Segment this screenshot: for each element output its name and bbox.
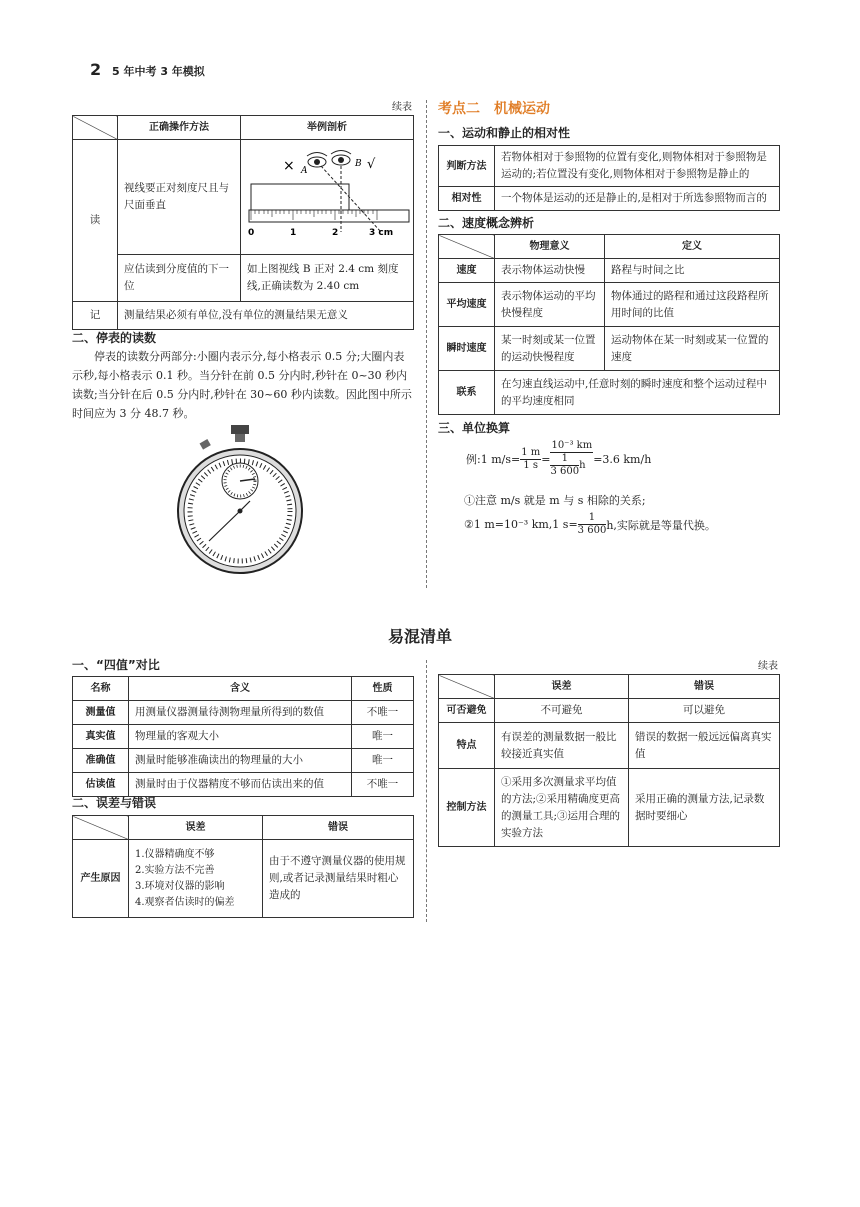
unit-note-1: ①注意 m/s 就是 m 与 s 相除的关系;	[464, 494, 646, 507]
ruler-figure	[241, 140, 413, 248]
speed-key-1: 速度	[439, 259, 495, 283]
example-prefix: 例:1 m/s=	[466, 453, 521, 466]
relativity-val-2: 一个物体是运动的还是静止的,是相对于所选参照物而言的	[495, 187, 780, 211]
err-causes: 1.仪器精确度不够 2.实验方法不完善 3.环境对仪器的影响 4.观察者估读时的偏差	[129, 840, 263, 918]
relativity-key-1: 判断方法	[439, 146, 495, 187]
cont-key-3: 控制方法	[439, 769, 495, 847]
column-divider-top	[426, 100, 427, 588]
relativity-heading: 一、运动和静止的相对性	[438, 126, 571, 140]
fv-meaning-4: 测量时由于仪器精度不够而估读出来的值	[129, 773, 352, 797]
diag-cell	[73, 816, 129, 840]
tick-1: 1	[290, 228, 297, 238]
fraction-2: 10⁻³ km $\frac{1}{3 600}$ h	[550, 440, 593, 477]
fraction-1: $\frac{1 m}{1 s}$	[521, 446, 541, 471]
speed-col-meaning: 物理意义	[495, 235, 605, 259]
read-method-1: 视线要正对刻度尺且与尺面垂直	[118, 140, 241, 255]
cont-err-2: 有误差的测量数据一般比较接近真实值	[495, 723, 629, 769]
label-a: A	[301, 166, 308, 176]
row-read: 读	[73, 140, 118, 302]
fv-meaning-3: 测量时能够准确读出的物理量的大小	[129, 749, 352, 773]
speed-heading: 二、速度概念辨析	[438, 216, 535, 230]
error-table	[72, 815, 414, 918]
fv-name-1: 测量值	[73, 701, 129, 725]
fv-meaning-2: 物理量的客观大小	[129, 725, 352, 749]
diag-cell	[73, 116, 118, 140]
tick-3: 3 cm	[369, 228, 394, 238]
speed-def-2: 物体通过的路程和通过这段路程所用时间的比值	[605, 283, 780, 327]
read-example-2: 如上图视线 B 正对 2.4 cm 刻度线,正确读数为 2.40 cm	[241, 255, 414, 302]
four-values-table	[72, 676, 414, 797]
fv-col-nature: 性质	[352, 677, 414, 701]
fv-meaning-1: 用测量仪器测量待测物理量所得到的数值	[129, 701, 352, 725]
continued-label: 续表	[392, 102, 412, 113]
eye-a-icon	[307, 153, 327, 168]
column-divider-bottom	[426, 660, 427, 922]
reading-table	[72, 115, 414, 330]
cont-key-1: 可否避免	[439, 699, 495, 723]
relativity-table	[438, 145, 780, 211]
speed-meaning-1: 表示物体运动快慢	[495, 259, 605, 283]
speed-key-link: 联系	[439, 371, 495, 415]
wrong-mark: ×	[283, 158, 295, 174]
col-method: 正确操作方法	[118, 116, 241, 140]
fv-col-name: 名称	[73, 677, 129, 701]
fv-nature-1: 不唯一	[352, 701, 414, 725]
speed-key-3: 瞬时速度	[439, 327, 495, 371]
col-example: 举例剖析	[241, 116, 414, 140]
relativity-val-1: 若物体相对于参照物的位置有变化,则物体相对于参照物是运动的;若位置没有变化,则物体相对于参照物是静止的	[495, 146, 780, 187]
err-col-mistake: 错误	[263, 816, 414, 840]
speed-meaning-3: 某一时刻或某一位置的运动快慢程度	[495, 327, 605, 371]
diag-cell	[439, 675, 495, 699]
correct-mark: √	[367, 157, 376, 172]
err-key-cause: 产生原因	[73, 840, 129, 918]
fv-nature-3: 唯一	[352, 749, 414, 773]
measured-block	[251, 184, 349, 210]
fv-name-3: 准确值	[73, 749, 129, 773]
record-text: 测量结果必须有单位,没有单位的测量结果无意义	[118, 302, 414, 330]
four-values-heading: 一、“四值”对比	[72, 658, 160, 672]
continued-label-2: 续表	[758, 661, 778, 672]
unit-heading: 三、单位换算	[438, 421, 511, 435]
speed-meaning-2: 表示物体运动的平均快慢程度	[495, 283, 605, 327]
book-title: 5 年中考 3 年模拟	[112, 65, 205, 78]
fv-name-4: 估读值	[73, 773, 129, 797]
stopwatch-heading: 二、停表的读数	[72, 331, 157, 345]
cont-mis-1: 可以避免	[629, 699, 780, 723]
cont-key-2: 特点	[439, 723, 495, 769]
speed-def-3: 运动物体在某一时刻或某一位置的速度	[605, 327, 780, 371]
cont-err-1: 不可避免	[495, 699, 629, 723]
label-b: B	[355, 159, 362, 169]
cont-mis-2: 错误的数据一般远远偏离真实值	[629, 723, 780, 769]
cont-col-mistake: 错误	[629, 675, 780, 699]
speed-def-1: 路程与时间之比	[605, 259, 780, 283]
fv-nature-4: 不唯一	[352, 773, 414, 797]
tick-0: 0	[248, 228, 255, 238]
speed-link-text: 在匀速直线运动中,任意时刻的瞬时速度和整个运动过程中的平均速度相同	[495, 371, 780, 415]
unit-example: 例:1 m/s= $\frac{1 m}{1 s}$ = 10⁻³ km $\frac{1}{3 600}$ h =3.6 km/h	[466, 440, 652, 477]
speed-col-definition: 定义	[605, 235, 780, 259]
relativity-key-2: 相对性	[439, 187, 495, 211]
eye-b-icon	[331, 151, 351, 166]
err-col-error: 误差	[129, 816, 263, 840]
speed-table	[438, 234, 780, 415]
read-method-2: 应估读到分度值的下一位	[118, 255, 241, 302]
page-number: 2	[90, 60, 102, 79]
stopwatch-text: 停表的读数分两部分:小圈内表示分,每小格表示 0.5 分;大圈内表示秒,每小格表示 0.1 秒。当分针在前 0.5 分内时,秒针在 0~30 秒内读数;当分针在后 0.5 分内时,秒针在 30~60 秒内读数。因此图中所示时间应为 3 分 48.7 秒。	[72, 350, 412, 420]
error-heading: 二、误差与错误	[72, 796, 157, 810]
mistake-causes: 由于不遵守测量仪器的使用规则,或者记录测量结果时粗心造成的	[263, 840, 414, 918]
fv-nature-2: 唯一	[352, 725, 414, 749]
cont-col-error: 误差	[495, 675, 629, 699]
fv-name-2: 真实值	[73, 725, 129, 749]
ruler-figure-cell	[241, 140, 414, 255]
speed-key-2: 平均速度	[439, 283, 495, 327]
confusion-title: 易混清单	[388, 627, 453, 646]
cont-mis-3: 采用正确的测量方法,记录数据时要细心	[629, 769, 780, 847]
fv-col-meaning: 含义	[129, 677, 352, 701]
diag-cell	[439, 235, 495, 259]
tick-2: 2	[332, 228, 339, 238]
cont-err-3: ①采用多次测量求平均值的方法;②采用精确度更高的测量工具;③运用合理的实验方法	[495, 769, 629, 847]
unit-note-2: ②1 m=10⁻³ km,1 s= $\frac{1}{3 600}$ h,实际就是等量代换。	[464, 512, 716, 536]
stopwatch-figure	[175, 423, 305, 578]
ruler	[249, 210, 409, 222]
row-record: 记	[73, 302, 118, 330]
example-result: =3.6 km/h	[593, 452, 652, 466]
error-table-continued	[438, 674, 780, 847]
kaodian-title: 考点二 机械运动	[438, 101, 550, 117]
